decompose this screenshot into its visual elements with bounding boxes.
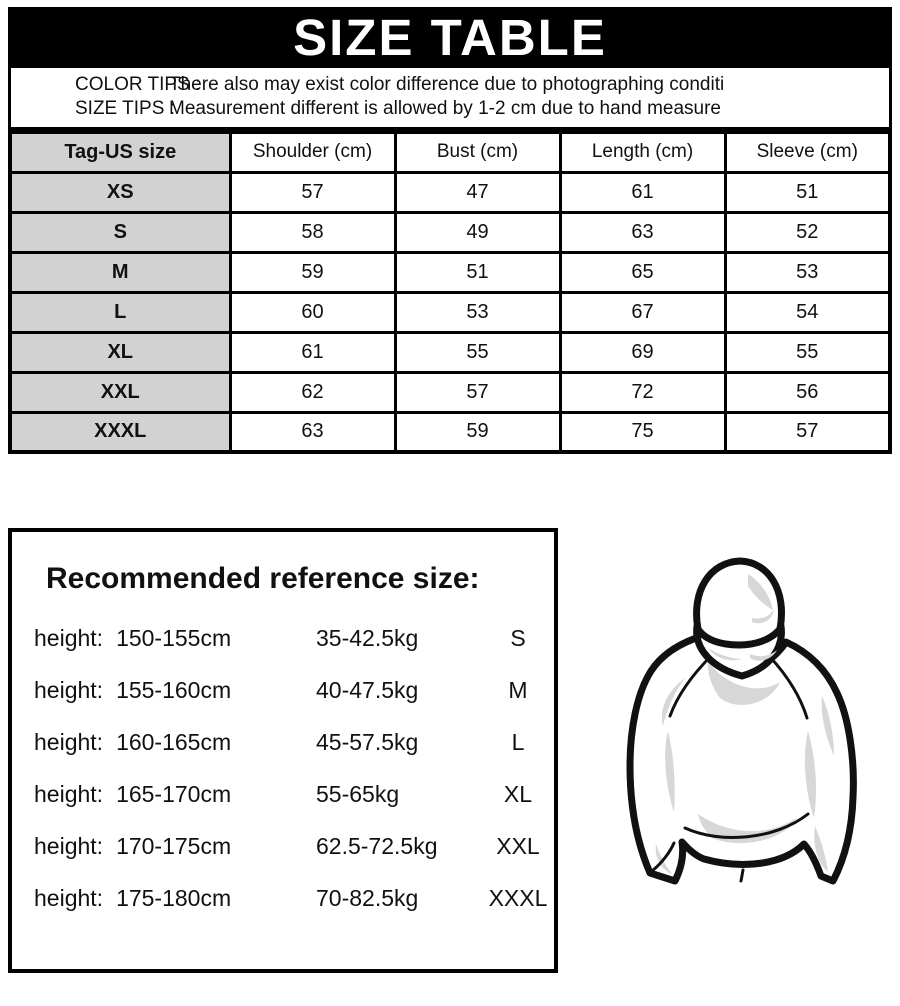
- height-label: height:: [34, 780, 104, 807]
- hoodie-illustration: [590, 546, 886, 906]
- sleeve-value: 51: [725, 172, 890, 212]
- length-value: 63: [560, 212, 725, 252]
- shoulder-value: 59: [230, 252, 395, 292]
- recommended-size: XXL: [496, 832, 540, 859]
- weight-range: 40-47.5kg: [316, 676, 419, 703]
- height-value: 155-160cm: [116, 676, 232, 703]
- column-header-bust: Bust (cm): [395, 132, 560, 172]
- tips-section: [8, 68, 892, 130]
- size-table-section: [8, 7, 892, 454]
- height-value: 150-155cm: [116, 624, 232, 651]
- size-tips-label: SIZE TIPS :: [75, 98, 175, 119]
- reference-row-xl: [34, 768, 554, 820]
- sleeve-value: 57: [725, 412, 890, 452]
- weight-range: 70-82.5kg: [316, 884, 419, 911]
- height-label: height:: [34, 832, 104, 859]
- weight-range: 35-42.5kg: [316, 624, 419, 651]
- sleeve-value: 53: [725, 252, 890, 292]
- page-title: SIZE TABLE: [293, 9, 607, 66]
- color-tips-text: There also may exist color difference due to photographing conditi: [169, 74, 725, 95]
- shoulder-value: 57: [230, 172, 395, 212]
- table-row-xxxl: [10, 412, 890, 452]
- size-table-title-bar: [8, 7, 892, 68]
- reference-row-s: [34, 612, 554, 664]
- sleeve-value: 52: [725, 212, 890, 252]
- size-label: L: [10, 292, 230, 332]
- recommended-size: S: [510, 624, 526, 651]
- size-label: S: [10, 212, 230, 252]
- bust-value: 47: [395, 172, 560, 212]
- length-value: 75: [560, 412, 725, 452]
- sleeve-value: 54: [725, 292, 890, 332]
- size-label: XXL: [10, 372, 230, 412]
- length-value: 72: [560, 372, 725, 412]
- table-row-xxl: [10, 372, 890, 412]
- height-label: height:: [34, 884, 104, 911]
- reference-row-xxl: [34, 820, 554, 872]
- size-label: XS: [10, 172, 230, 212]
- shoulder-value: 61: [230, 332, 395, 372]
- table-row-l: [10, 292, 890, 332]
- weight-range: 62.5-72.5kg: [316, 832, 438, 859]
- color-tips-label: COLOR TIPS :: [75, 74, 201, 95]
- length-value: 65: [560, 252, 725, 292]
- height-value: 160-165cm: [116, 728, 232, 755]
- shoulder-value: 62: [230, 372, 395, 412]
- bust-value: 57: [395, 372, 560, 412]
- shoulder-value: 63: [230, 412, 395, 452]
- bust-value: 49: [395, 212, 560, 252]
- height-label: height:: [34, 728, 104, 755]
- recommended-size: XL: [503, 780, 533, 807]
- height-range: [34, 677, 316, 704]
- size-tips-text: Measurement different is allowed by 1-2 cm due to hand measure: [169, 98, 722, 119]
- size-label: XXXL: [10, 412, 230, 452]
- height-value: 175-180cm: [116, 884, 232, 911]
- height-range: [34, 885, 316, 912]
- size-table-header-row: [10, 132, 890, 172]
- shoulder-value: 60: [230, 292, 395, 332]
- height-value: 170-175cm: [116, 832, 232, 859]
- sleeve-value: 55: [725, 332, 890, 372]
- length-value: 61: [560, 172, 725, 212]
- height-range: [34, 833, 316, 860]
- reference-row-xxxl: [34, 872, 554, 924]
- height-range: [34, 729, 316, 756]
- column-header-length: Length (cm): [560, 132, 725, 172]
- height-label: height:: [34, 624, 104, 651]
- table-row-s: [10, 212, 890, 252]
- length-value: 67: [560, 292, 725, 332]
- length-value: 69: [560, 332, 725, 372]
- table-row-xs: [10, 172, 890, 212]
- reference-size-section: [8, 528, 558, 973]
- size-tips-row: [11, 97, 889, 121]
- reference-size-title: Recommended reference size:: [46, 562, 480, 595]
- bust-value: 55: [395, 332, 560, 372]
- bust-value: 51: [395, 252, 560, 292]
- recommended-size: M: [508, 676, 528, 703]
- sleeve-value: 56: [725, 372, 890, 412]
- height-label: height:: [34, 676, 104, 703]
- size-label: M: [10, 252, 230, 292]
- size-label: XL: [10, 332, 230, 372]
- color-tips-row: [11, 73, 889, 97]
- hem-split: [741, 870, 743, 881]
- column-header-tag-us-size: Tag-US size: [10, 132, 230, 172]
- bust-value: 59: [395, 412, 560, 452]
- weight-range: 55-65kg: [316, 780, 400, 807]
- weight-range: 45-57.5kg: [316, 728, 419, 755]
- table-row-xl: [10, 332, 890, 372]
- bust-value: 53: [395, 292, 560, 332]
- table-row-m: [10, 252, 890, 292]
- column-header-shoulder: Shoulder (cm): [230, 132, 395, 172]
- height-value: 165-170cm: [116, 780, 232, 807]
- recommended-size: L: [511, 728, 525, 755]
- reference-row-l: [34, 716, 554, 768]
- reference-row-m: [34, 664, 554, 716]
- recommended-size: XXXL: [488, 884, 548, 911]
- size-table: [8, 130, 892, 454]
- shoulder-value: 58: [230, 212, 395, 252]
- column-header-sleeve: Sleeve (cm): [725, 132, 890, 172]
- height-range: [34, 781, 316, 808]
- height-range: [34, 625, 316, 652]
